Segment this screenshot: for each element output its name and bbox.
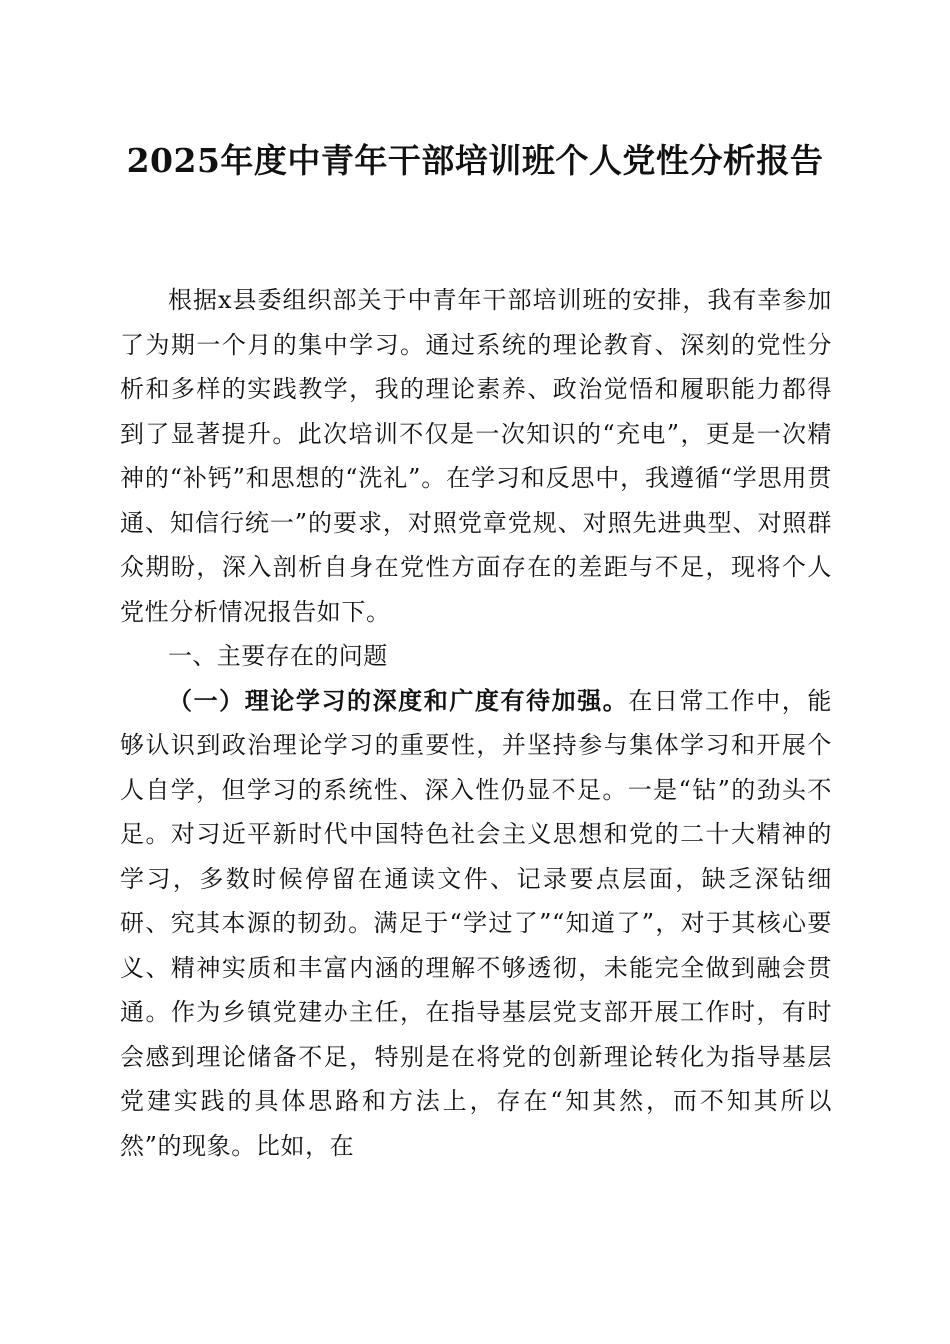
section-heading: 一、主要存在的问题 (168, 642, 388, 670)
subsection-body: 在日常工作中，能够认识到政治理论学习的重要性，并坚持参与集体学习和开展个人自学，但学习的系统性、深入性仍显不足。一是“钻”的劲头不足。对习近平新时代中国特色社会主义思想和党的二十大精神的学习，多数时候停留在通读文件、记录要点层面，缺乏深钻细研、究其本源的韧劲。满足于“学过了”“知道了”，对于其核心要义、精神实质和丰富内涵的理解不够透彻，未能完全做到融会贯通。作为乡镇党建办主任，在指导基层党支部开展工作时，有时会感到理论储备不足，特别是在将党的创新理论转化为指导基层党建实践的具体思路和方法上，存在“知其然，而不知其所以然”的现象。比如，在 (120, 686, 832, 1160)
subsection-paragraph (120, 679, 832, 1169)
subsection-lead: （一）理论学习的深度和广度有待加强。 (168, 685, 629, 715)
intro-paragraph: 根据x县委组织部关于中青年干部培训班的安排，我有幸参加了为期一个月的集中学习。通过系统的理论教育、深刻的党性分析和多样的实践教学，我的理论素养、政治觉悟和履职能力都得到了显著提升。此次培训不仅是一次知识的“充电”，更是一次精神的“补钙”和思想的“洗礼”。在学习和反思中，我遵循“学思用贯通、知信行统一”的要求，对照党章党规、对照先进典型、对照群众期盼，深入剖析自身在党性方面存在的差距与不足，现将个人党性分析情况报告如下。 (120, 286, 832, 626)
document-body (120, 278, 832, 1168)
document-title: 2025年度中青年干部培训班个人党性分析报告 (126, 141, 824, 180)
